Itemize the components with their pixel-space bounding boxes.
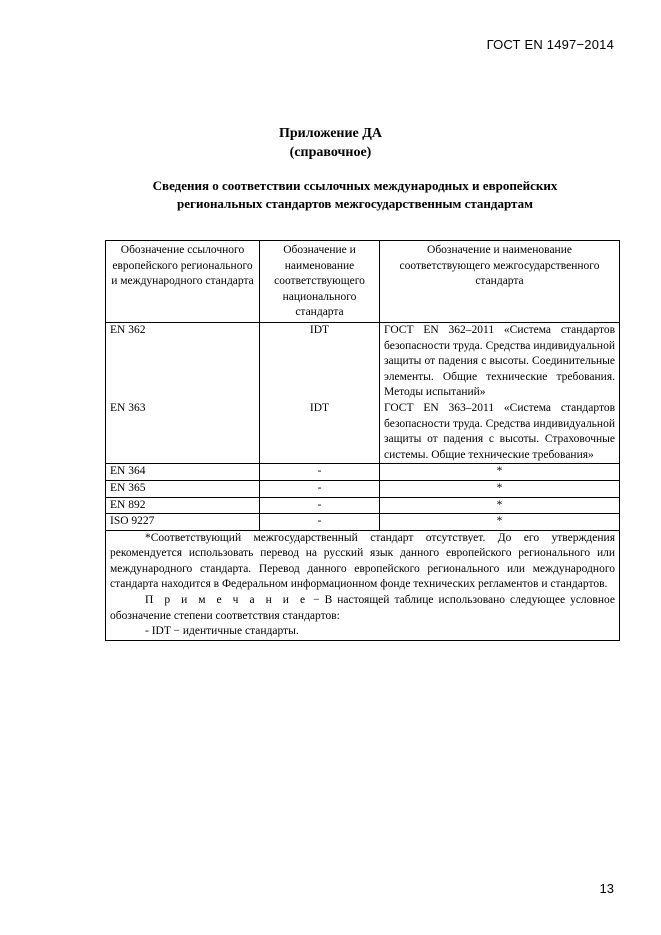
reference-cell: ISO 9227 xyxy=(106,514,260,531)
reference-cell: EN 892 xyxy=(106,497,260,514)
header-national-standard: Обозначение и наименование соответствующего национального стандарта xyxy=(260,241,380,323)
degree-cell: - xyxy=(260,497,380,514)
annex-title: Приложение ДА xyxy=(278,126,383,141)
interstate-standard-cell: * xyxy=(380,480,620,497)
table-footnote-row xyxy=(106,530,620,640)
header-reference-standard: Обозначение ссылочного европейского регионального и международного стандарта xyxy=(106,241,260,323)
table-note xyxy=(110,593,615,624)
reference-cell: EN 364 xyxy=(106,464,260,481)
reference-cell: EN 365 xyxy=(106,480,260,497)
page-number: 13 xyxy=(599,881,614,896)
interstate-standard-cell: * xyxy=(380,464,620,481)
degree-cell: - xyxy=(260,464,380,481)
table-header-row xyxy=(106,241,620,323)
annex-subtitle: (справочное) xyxy=(289,145,372,160)
note-text: − В настоящей таблице использовано следующее условное обозначение степени соответствия стандартов: xyxy=(110,594,615,622)
table-row xyxy=(106,401,620,464)
reference-cell: EN 363 xyxy=(106,401,260,464)
degree-cell: IDT xyxy=(260,322,380,400)
footnote-text: *Соответствующий межгосударственный стандарт отсутствует. До его утверждения рекомендуется использовать перевод на русский язык данного европейского регионального или международного стандарта. Перевод данного европейского регионального или международного стандарта находится в Федеральном информационном фонде технических регламентов и стандартов. xyxy=(110,531,615,591)
table-footnote xyxy=(106,530,620,640)
note-item: - IDT − идентичные стандарты. xyxy=(145,625,299,638)
correspondence-table xyxy=(105,240,620,641)
interstate-standard-cell: * xyxy=(380,497,620,514)
annex-heading xyxy=(100,177,610,213)
reference-cell: EN 362 xyxy=(106,322,260,400)
interstate-standard-cell: ГОСТ EN 362–2011 «Система стандартов безопасности труда. Средства индивидуальной защиты от падения с высоты. Соединительные элементы. Общие технические требования. Методы испытаний» xyxy=(380,322,620,400)
degree-cell: - xyxy=(260,514,380,531)
annex-heading-line-1: Сведения о соответствии ссылочных международных и европейских xyxy=(152,178,558,193)
annex-heading-line-2: региональных стандартов межгосударственным стандартам xyxy=(177,196,533,211)
interstate-standard-cell: * xyxy=(380,514,620,531)
table-row xyxy=(106,480,620,497)
table-row xyxy=(106,322,620,400)
table-row xyxy=(106,497,620,514)
degree-cell: IDT xyxy=(260,401,380,464)
header-interstate-standard: Обозначение и наименование соответствующего межгосударственного стандарта xyxy=(380,241,620,323)
note-label: П р и м е ч а н и е xyxy=(145,594,309,607)
interstate-standard-cell: ГОСТ EN 363–2011 «Система стандартов безопасности труда. Средства индивидуальной защиты от падения с высоты. Страховочные системы. Общие технические требования» xyxy=(380,401,620,464)
table-row xyxy=(106,514,620,531)
table-row xyxy=(106,464,620,481)
standard-designation: ГОСТ EN 1497−2014 xyxy=(486,37,614,52)
degree-cell: - xyxy=(260,480,380,497)
